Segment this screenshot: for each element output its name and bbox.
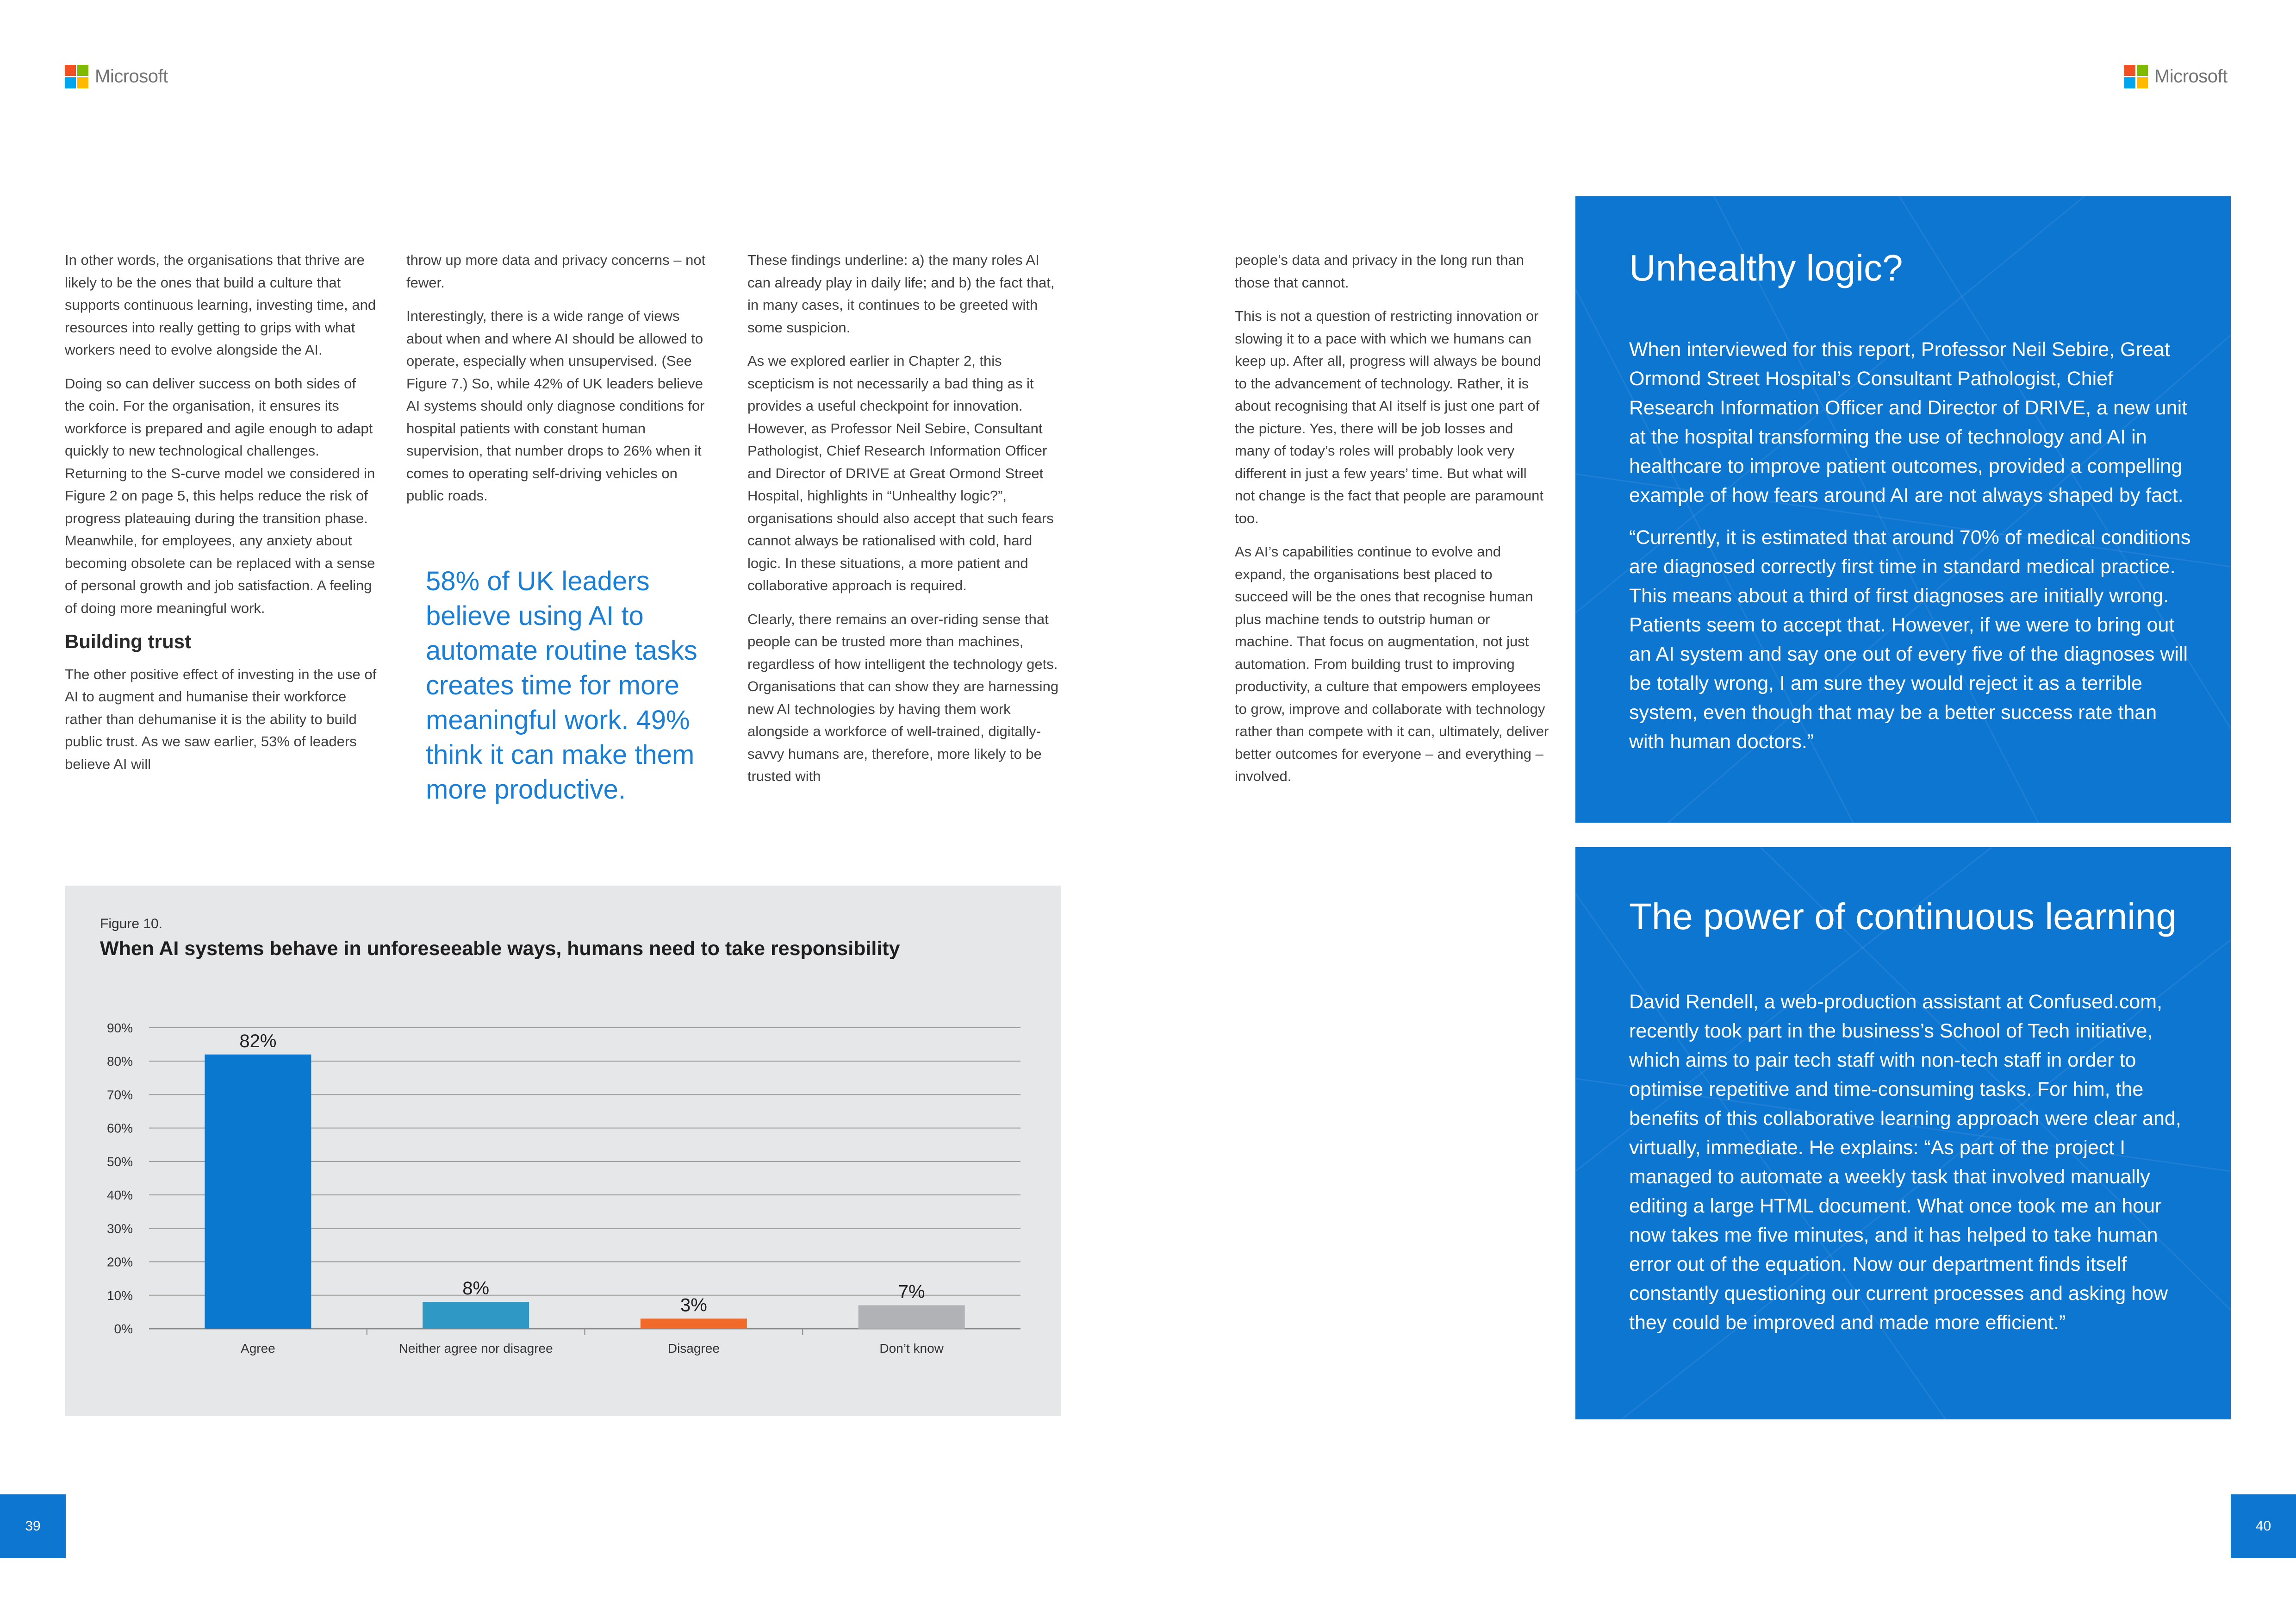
bar [641,1318,747,1329]
category-label: Agree [241,1341,275,1355]
page-number-right: 40 [2231,1494,2296,1558]
text-column-3 [747,249,1062,799]
figure-panel [65,886,1061,1416]
category-label: Don’t know [879,1341,944,1355]
paragraph: Doing so can deliver success on both sides of the coin. For the organisation, it ensures its workforce is prepared and agile enough to adapt quickly to new technological challenges. Returning to the S-curve model we considered in Figure 2 on page 5, this helps reduce the risk of progress plateauing during the transition phase. Meanwhile, for employees, any anxiety about becoming obsolete can be replaced with a sense of personal growth and job satisfaction. A feeling of doing more meaningful work. [65,375,375,616]
y-tick-label: 30% [106,1221,133,1236]
figure-number: Figure 10. [100,916,163,931]
brand-name: Microsoft [95,66,168,87]
case-study-panel-continuous-learning [1575,847,2231,1419]
paragraph: These findings underline: a) the many roles AI can already play in daily life; and b) the fact that, in many cases, it continues to be greeted with some suspicion. [747,252,1055,336]
data-label: 8% [462,1278,490,1299]
panel-title: The power of continuous learning [1629,896,2177,937]
microsoft-logo-icon [2124,65,2148,88]
text-column-4 [1235,249,1549,799]
paragraph: In other words, the organisations that thrive are likely to be the ones that build a culture that supports continuous learning, investing time, and resources into really getting to grips with what workers need to evolve alongside the AI. [65,252,376,358]
bar [423,1302,529,1329]
bar-chart [65,886,1061,1416]
pull-quote: 58% of UK leaders believe using AI to automate routine tasks creates time for more meaningful work. 49% think it can make them more productive. [426,566,697,805]
text-column-1 [65,249,380,787]
brand-name: Microsoft [2154,66,2228,87]
y-tick-label: 10% [106,1288,133,1303]
data-label: 82% [239,1031,277,1051]
paragraph: Interestingly, there is a wide range of views about when and where AI should be allowed to operate, especially when unsupervised. (See Figure 7.) So, while 42% of UK leaders believe AI systems should only diagnose conditions for hospital patients with constant human supervision, that number drops to 26% when it comes to operating self-driving vehicles on public roads. [406,308,705,504]
panel-paragraph: “Currently, it is estimated that around 70% of medical conditions are diagnosed correctly first time in standard medical practice. This means about a third of first diagnoses are initially wrong. Patients seem to accept that. However, if we were to bring out an AI system and say one out of every five of the diagnoses will be totally wrong, I am sure they would reject it as a terrible system, even though that may be a better success rate than with human doctors.” [1629,526,2191,753]
paragraph: This is not a question of restricting innovation or slowing it to a pace with which we humans can keep up. After all, progress will always be bound to the advancement of technology. Rather, it is about recognising that AI itself is just one part of the picture. Yes, there will be job losses and many of today’s roles will probably look very different in just a few years’ time. But what will not change is the fact that people are paramount too. [1235,308,1543,526]
bar [859,1305,965,1329]
paragraph: Clearly, there remains an over-riding sense that people can be trusted more than machines, regardless of how intelligent the technology gets. Organisations that can show they are harnessing new AI technologies by having them work alongside a workforce of well-trained, digitally-savvy humans are, therefore, more likely to be trusted with [747,611,1059,784]
panel-paragraph: David Rendell, a web-production assistant at Confused.com, recently took part in the business’s School of Tech initiative, which aims to pair tech staff with non-tech staff in order to optimise repetitive and time-consuming tasks. For him, the benefits of this collaborative learning approach were clear and, virtually, immediate. He explains: “As part of the project I managed to automate a weekly task that involved manually editing a large HTML document. What once took me an hour now takes me five minutes, and it has helped to take human error out of the equation. Now our department finds itself constantly questioning our current processes and asking how they could be improved and made more efficient.” [1629,991,2181,1334]
case-study-panel-unhealthy-logic [1575,196,2231,823]
category-label: Neither agree nor disagree [398,1341,553,1355]
panel-paragraph: When interviewed for this report, Professor Neil Sebire, Great Ormond Street Hospital’s Consultant Pathologist, Chief Research Information Officer and Director of DRIVE, a new unit at the hospital transforming the use of technology and AI in healthcare to improve patient outcomes, provided a compelling example of how fears around AI are not always shaped by fact. [1629,338,2188,506]
data-label: 3% [680,1295,707,1316]
panel-title: Unhealthy logic? [1629,247,1903,288]
y-tick-label: 90% [106,1021,133,1035]
paragraph: people’s data and privacy in the long run than those that cannot. [1235,252,1524,291]
paragraph: As we explored earlier in Chapter 2, this scepticism is not necessarily a bad thing as it provides a useful checkpoint for innovation. However, as Professor Neil Sebire, Consultant Pathologist, Chief Research Information Officer and Director of DRIVE at Great Ormond Street Hospital, highlights in “Unhealthy logic?”, organisations should also accept that such fears cannot always be rationalised with cold, hard logic. In these situations, a more patient and collaborative approach is required. [747,353,1054,593]
microsoft-logo-icon [65,65,88,88]
y-tick-label: 40% [106,1188,133,1203]
y-tick-label: 80% [106,1054,133,1069]
microsoft-logo-left [65,65,168,88]
y-tick-label: 20% [106,1255,133,1269]
text-column-2 [406,249,716,518]
paragraph: The other positive effect of investing in the use of AI to augment and humanise their workforce rather than dehumanise it is the ability to build public trust. As we saw earlier, 53% of leaders believe AI will [65,666,377,772]
data-label: 7% [898,1281,925,1302]
paragraph: As AI’s capabilities continue to evolve and expand, the organisations best placed to succeed will be the ones that recognise human plus machine tends to outstrip human or machine. That focus on augmentation, not just automation. From building trust to improving productivity, a culture that empowers employees to grow, improve and collaborate with technology rather than compete with it can, ultimately, deliver better outcomes for everyone – and everything – involved. [1235,543,1549,784]
figure-title: When AI systems behave in unforeseeable ways, humans need to take responsibility [100,937,900,960]
y-tick-label: 50% [106,1154,133,1169]
y-tick-label: 60% [106,1121,133,1136]
category-label: Disagree [667,1341,720,1355]
section-heading: Building trust [65,631,191,652]
y-tick-label: 0% [114,1322,133,1336]
bar [205,1055,311,1329]
microsoft-logo-right [2124,65,2228,88]
paragraph: throw up more data and privacy concerns – not fewer. [406,252,706,291]
page-number-left: 39 [0,1494,66,1558]
y-tick-label: 70% [106,1087,133,1102]
